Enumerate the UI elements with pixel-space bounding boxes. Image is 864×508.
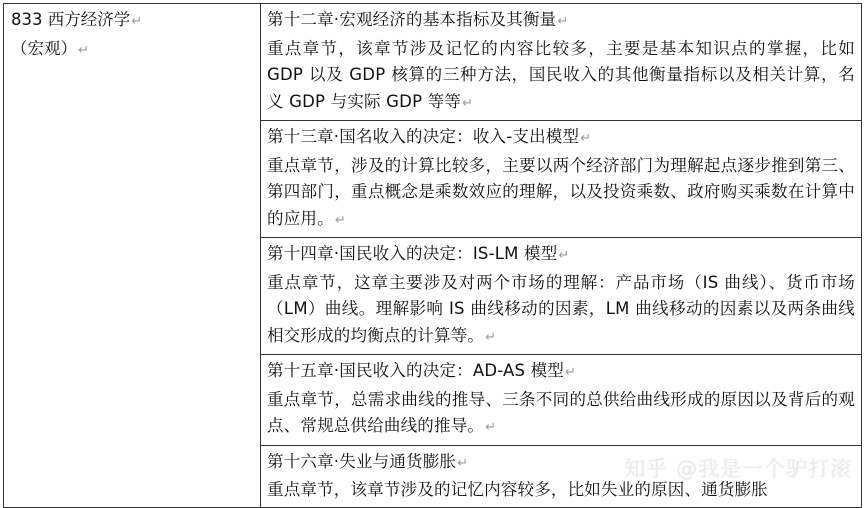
- table-row: [4, 4, 862, 121]
- paragraph-mark-icon: ↵: [462, 95, 474, 111]
- course-name-cell: [4, 4, 261, 508]
- chapter-title: 第十六章·失业与通货膨胀: [267, 451, 457, 471]
- course-name: 833 西方经济学: [11, 10, 131, 29]
- chapter-cell: [261, 238, 862, 355]
- paragraph-mark-icon: ↵: [457, 455, 469, 471]
- chapter-description: 重点章节，该章节涉及记忆的内容比较多，主要是基本知识点的掌握，比如 GDP 以及 GDP 核算的三种方法，国民收入的其他衡量指标以及相关计算，名义 GDP 与实际 GDP 等等: [267, 38, 855, 111]
- chapter-cell: [261, 121, 862, 238]
- paragraph-mark-icon: ↵: [131, 14, 143, 29]
- syllabus-table: [3, 3, 862, 508]
- chapter-description: 重点章节，总需求曲线的推导、三条不同的总供给曲线形成的原因以及背后的观点、常规总供给曲线的推导。: [267, 389, 855, 435]
- paragraph-mark-icon: ↵: [558, 248, 570, 263]
- chapter-cell: [261, 4, 862, 121]
- chapter-title: 第十四章·国民收入的决定：IS-LM 模型: [267, 244, 558, 263]
- chapter-description: 重点章节，涉及的计算比较多，主要以两个经济部门为理解起点逐步推到第三、第四部门，重点概念是乘数效应的理解，以及投资乘数、政府购买乘数在计算中的应用。: [267, 155, 855, 228]
- chapter-title: 第十三章·国名收入的决定：收入-支出模型: [267, 127, 580, 146]
- chapter-cell: [261, 445, 862, 507]
- chapter-cell: [261, 355, 862, 446]
- chapter-title: 第十二章·宏观经济的基本指标及其衡量: [267, 10, 557, 29]
- chapter-title: 第十五章·国民收入的决定：AD-AS 模型: [267, 361, 565, 380]
- chapter-description: 重点章节，这章主要涉及对两个市场的理解：产品市场（IS 曲线）、货币市场（LM）曲线。理解影响 IS 曲线移动的因素，LM 曲线移动的因素以及两条曲线相交形成的均衡点的计算等。: [267, 272, 855, 345]
- watermark: 知乎 @我是一个驴打滚: [624, 457, 852, 481]
- paragraph-mark-icon: ↵: [565, 365, 577, 380]
- course-subtitle: （宏观）: [11, 38, 77, 58]
- paragraph-mark-icon: ↵: [485, 329, 497, 345]
- paragraph-mark-icon: ↵: [557, 14, 569, 29]
- paragraph-mark-icon: ↵: [334, 212, 346, 228]
- paragraph-mark-icon: ↵: [485, 420, 497, 435]
- paragraph-mark-icon: ↵: [580, 131, 592, 146]
- paragraph-mark-icon: ↵: [78, 42, 89, 58]
- chapter-description: 重点章节，该章节涉及的记忆内容较多，比如失业的原因、通货膨胀: [267, 480, 768, 499]
